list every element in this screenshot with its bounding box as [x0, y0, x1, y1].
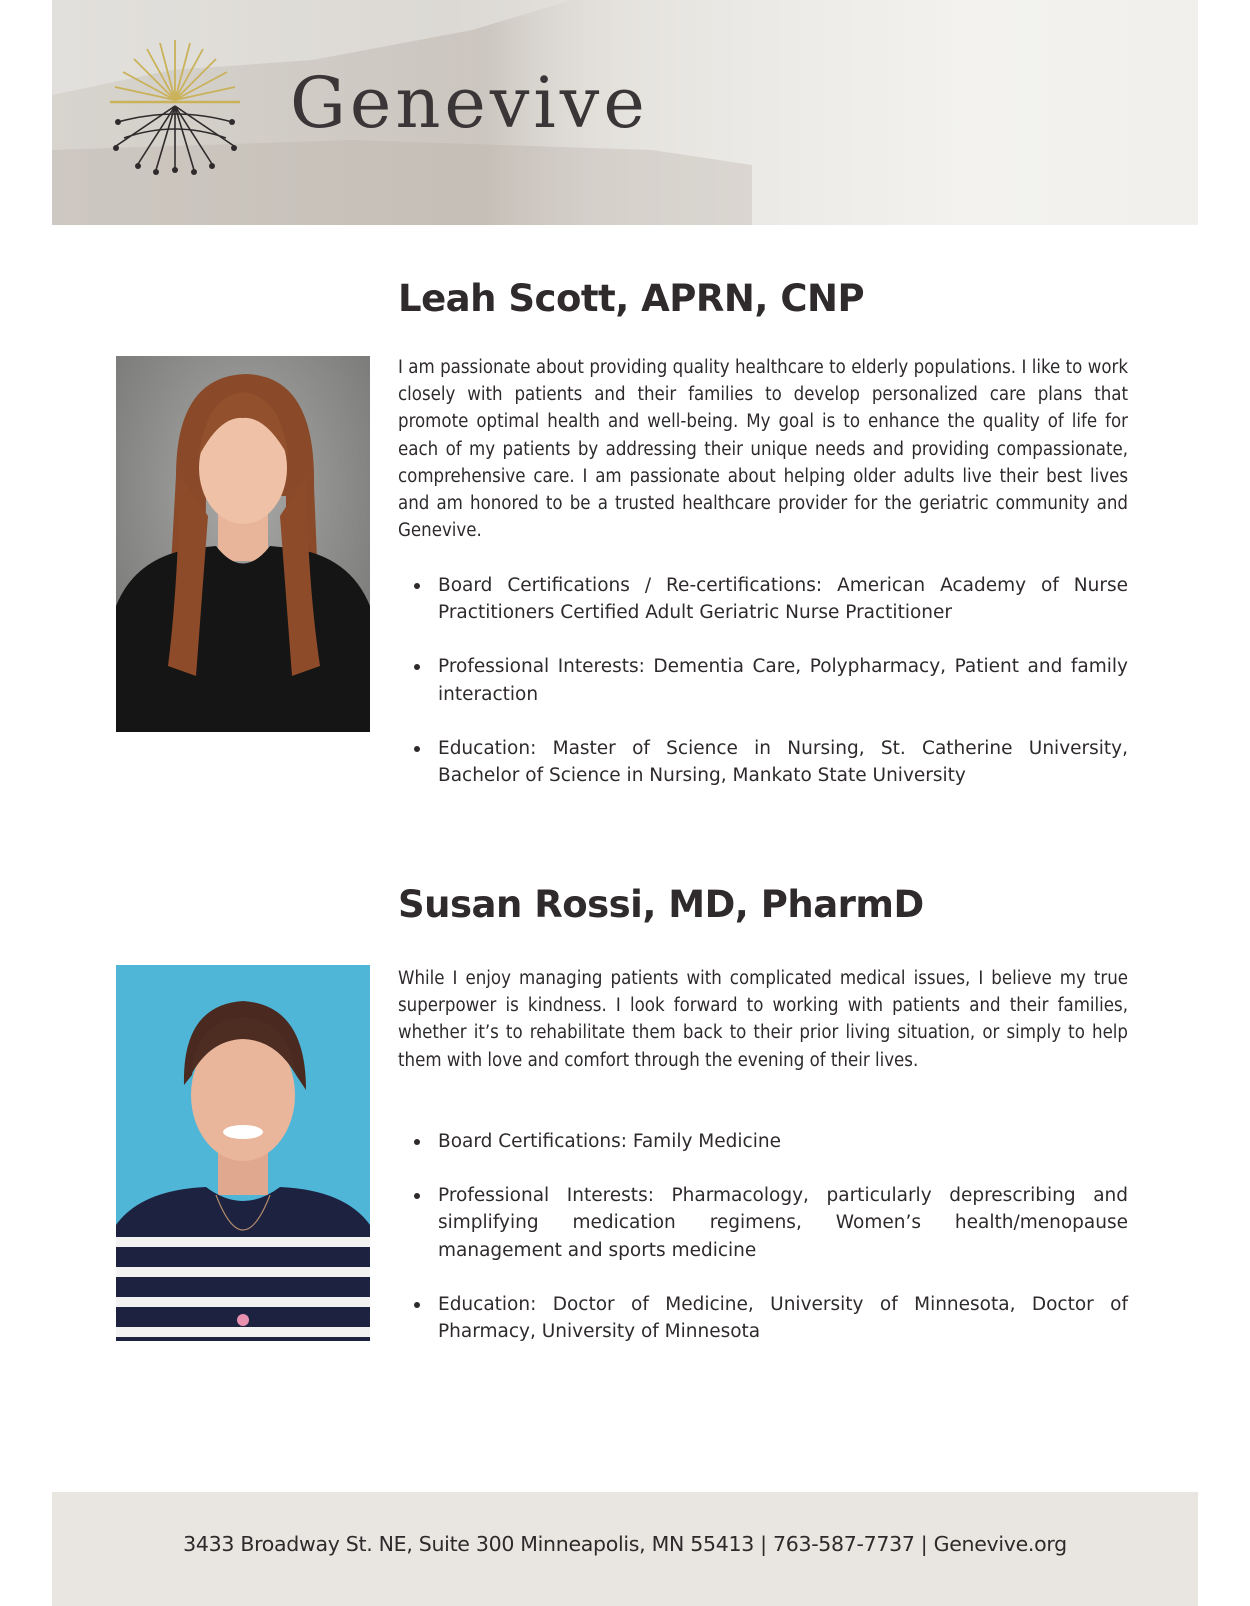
brand-name: Genevive	[290, 62, 649, 144]
profile-name: Susan Rossi, MD, PharmD	[398, 883, 924, 926]
profile-bio: I am passionate about providing quality healthcare to elderly populations. I like to work closely with patients and their families to develop personalized care plans that promote optimal health and well-being. My goal is to enhance the quality of life for each of my patients by addressing their unique needs and providing compassionate, comprehensive care. I am passionate about helping older adults live their best lives and am honored to be a trusted healthcare provider for the geriatric community and Genevive.	[398, 357, 1128, 542]
profile-photo	[116, 965, 370, 1341]
bullet-icon	[414, 583, 420, 589]
bullet-icon	[414, 664, 420, 670]
fact-text: Education: Master of Science in Nursing, St. Catherine University, Bachelor of Science in Nursing, Mankato State University	[438, 737, 1128, 787]
bullet-icon	[414, 1302, 420, 1308]
fact-text: Education: Doctor of Medicine, University of Minnesota, Doctor of Pharmacy, University of Minnesota	[438, 1293, 1128, 1343]
footer	[52, 1492, 1198, 1606]
list-item	[398, 1182, 1128, 1264]
bullet-icon	[414, 746, 420, 752]
profile-bio: While I enjoy managing patients with complicated medical issues, I believe my true superpower is kindness. I look forward to working with patients and their families, whether it’s to rehabilitate them back to their prior living situation, or simply to help them with love and comfort through the evening of their lives.	[398, 968, 1128, 1071]
profile-name: Leah Scott, APRN, CNP	[398, 277, 865, 320]
fact-text: Professional Interests: Pharmacology, particularly deprescribing and simplifying medication regimens, Women’s health/menopause management and sports medicine	[438, 1185, 1128, 1261]
list-item	[398, 572, 1128, 626]
fact-text: Board Certifications / Re-certifications: American Academy of Nurse Practitioners Certified Adult Geriatric Nurse Practitioner	[438, 575, 1128, 624]
profile-photo	[116, 356, 370, 732]
list-item	[398, 1128, 1128, 1155]
genevive-logo-icon	[110, 40, 240, 180]
profile-facts-list	[398, 572, 1128, 789]
fact-text: Board Certifications: Family Medicine	[438, 1131, 781, 1152]
bullet-icon	[414, 1193, 420, 1199]
fact-text: Professional Interests: Dementia Care, Polypharmacy, Patient and family interaction	[438, 656, 1128, 705]
list-item	[398, 653, 1128, 707]
list-item	[398, 735, 1128, 789]
bullet-icon	[414, 1139, 420, 1145]
header-banner	[52, 0, 1198, 225]
profile-facts-list	[398, 1128, 1128, 1345]
footer-contact: 3433 Broadway St. NE, Suite 300 Minneapolis, MN 55413 | 763-587-7737 | Genevive.org	[183, 1532, 1067, 1556]
list-item	[398, 1291, 1128, 1345]
